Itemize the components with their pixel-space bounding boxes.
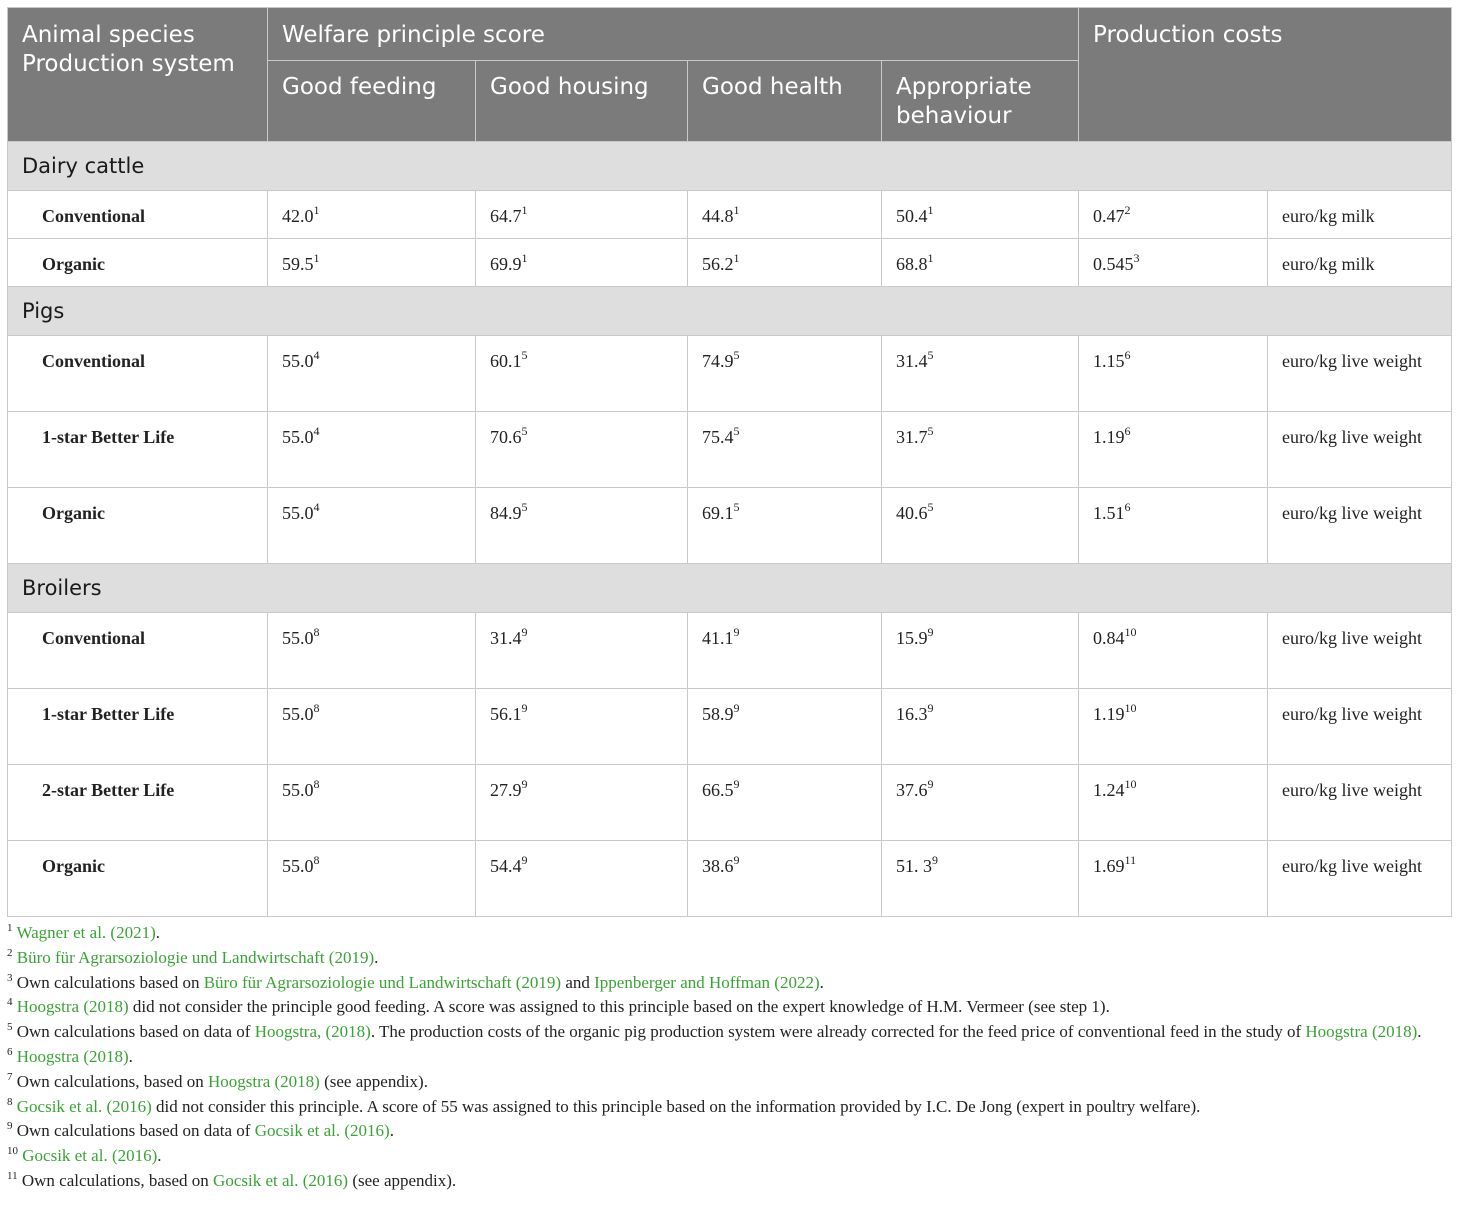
footnote-text: . — [374, 947, 379, 967]
footnote — [7, 1119, 1451, 1144]
footnote-number: 1 — [7, 922, 13, 934]
production-system: Conventional — [8, 613, 268, 689]
good-health-score-value: 56.2 — [702, 254, 734, 274]
group-row — [8, 142, 1452, 191]
good-housing-score-value: 69.9 — [490, 254, 522, 274]
footnote-text: Own calculations, based on — [21, 1170, 214, 1190]
footnote-ref[interactable]: 4 — [313, 348, 320, 362]
table-row — [8, 841, 1452, 917]
good-feeding-score-value: 55.0 — [282, 704, 314, 724]
production-cost — [1079, 412, 1268, 488]
good-feeding-score — [268, 336, 476, 412]
production-cost-value: 1.24 — [1093, 780, 1125, 800]
footnote-ref[interactable]: 9 — [521, 777, 528, 791]
appropriate-behaviour-score-value: 37.6 — [896, 780, 928, 800]
footnote — [7, 1070, 1451, 1095]
footnote-ref[interactable]: 9 — [932, 853, 938, 867]
footnote-ref[interactable]: 1 — [733, 251, 740, 265]
citation-link[interactable]: Hoogstra (2018) — [16, 1046, 129, 1066]
footnote-ref[interactable]: 3 — [1133, 251, 1140, 265]
good-housing-score-value: 64.7 — [490, 206, 522, 226]
footnote-ref[interactable]: 1 — [927, 251, 934, 265]
footnote-ref[interactable]: 9 — [521, 625, 528, 639]
cost-unit: euro/kg milk — [1268, 191, 1452, 239]
good-health-score-value: 58.9 — [702, 704, 734, 724]
appropriate-behaviour-score-value: 40.6 — [896, 503, 928, 523]
good-feeding-score-value: 55.0 — [282, 503, 314, 523]
citation-link[interactable]: Wagner et al. (2021) — [16, 923, 156, 942]
footnote-ref[interactable]: 5 — [733, 424, 740, 438]
production-system: Organic — [8, 488, 268, 564]
good-feeding-score — [268, 689, 476, 765]
good-feeding-score — [268, 613, 476, 689]
citation-link[interactable]: Gocsik et al. (2016) — [254, 1121, 390, 1141]
good-health-score-value: 44.8 — [702, 206, 734, 226]
footnote-number: 10 — [7, 1145, 18, 1158]
good-housing-score-value: 70.6 — [490, 427, 522, 447]
appropriate-behaviour-score — [882, 412, 1079, 488]
good-housing-score — [476, 613, 688, 689]
good-housing-score — [476, 689, 688, 765]
appropriate-behaviour-score-value: 31.7 — [896, 427, 928, 447]
appropriate-behaviour-score-value: 68.8 — [896, 254, 928, 274]
footnote-ref[interactable]: 1 — [313, 251, 320, 265]
header-welfare-score: Welfare principle score — [268, 8, 1079, 61]
footnote — [7, 1144, 1451, 1169]
good-housing-score-value: 84.9 — [490, 503, 522, 523]
cost-unit: euro/kg milk — [1268, 239, 1452, 287]
footnote-text: and — [561, 972, 595, 992]
footnote-ref[interactable]: 8 — [313, 625, 320, 639]
header-good-housing: Good housing — [476, 61, 688, 142]
citation-link[interactable]: Büro für Agrarsoziologie und Landwirtschaft (2019) — [16, 947, 375, 967]
footnote-ref[interactable]: 9 — [521, 701, 528, 715]
good-health-score — [688, 841, 882, 917]
footnote-ref[interactable]: 1 — [521, 203, 528, 217]
good-health-score — [688, 239, 882, 287]
appropriate-behaviour-score — [882, 841, 1079, 917]
footnote-ref[interactable]: 1 — [313, 203, 320, 217]
good-housing-score-value: 60.1 — [490, 351, 522, 371]
footnote-ref[interactable]: 5 — [927, 500, 934, 514]
good-health-score — [688, 765, 882, 841]
good-feeding-score-value: 55.0 — [282, 351, 314, 371]
footnote-ref[interactable]: 1 — [521, 251, 528, 265]
footnote-ref[interactable]: 5 — [521, 500, 528, 514]
cost-unit: euro/kg live weight — [1268, 336, 1452, 412]
footnote-ref[interactable]: 5 — [733, 500, 740, 514]
table-row — [8, 412, 1452, 488]
footnote-ref[interactable]: 8 — [313, 777, 320, 791]
production-cost — [1079, 239, 1268, 287]
footnote-ref[interactable]: 1 — [927, 203, 934, 217]
good-health-score — [688, 412, 882, 488]
footnote-ref[interactable]: 9 — [733, 701, 740, 715]
appropriate-behaviour-score-value: 16.3 — [896, 704, 928, 724]
good-housing-score — [476, 191, 688, 239]
header-appropriate-behaviour: Appropriate behaviour — [882, 61, 1079, 142]
good-housing-score — [476, 765, 688, 841]
footnote — [7, 946, 1451, 971]
footnote-ref[interactable]: 6 — [1124, 424, 1131, 438]
footnote — [7, 1045, 1451, 1070]
appropriate-behaviour-score-value: 51. 3 — [896, 856, 932, 876]
good-feeding-score — [268, 412, 476, 488]
footnote-ref[interactable]: 1 — [733, 203, 740, 217]
citation-link[interactable]: Hoogstra (2018) — [207, 1071, 320, 1091]
footnote-text: . — [157, 1146, 162, 1166]
footnote-ref[interactable]: 9 — [733, 853, 740, 867]
cost-unit: euro/kg live weight — [1268, 488, 1452, 564]
footnote-number: 6 — [7, 1045, 13, 1058]
footnote-ref[interactable]: 10 — [1124, 777, 1137, 791]
footnote-text: Own calculations based on data of — [16, 1022, 255, 1042]
good-health-score — [688, 488, 882, 564]
good-housing-score — [476, 336, 688, 412]
footnote-text: did not consider the principle good feeding. A score was assigned to this principle based on the expert knowledge of H.M. Vermeer (see step 1). — [128, 997, 1110, 1017]
footnote-text: . — [389, 1121, 394, 1141]
appropriate-behaviour-score — [882, 191, 1079, 239]
footnote-ref[interactable]: 6 — [1124, 348, 1131, 362]
footnote-ref[interactable]: 2 — [1124, 203, 1131, 217]
citation-link[interactable]: Hoogstra, (2018) — [254, 1022, 371, 1042]
footnote-number: 11 — [7, 1169, 18, 1182]
good-feeding-score-value: 59.5 — [282, 254, 314, 274]
good-feeding-score — [268, 841, 476, 917]
footnote — [7, 1169, 1451, 1194]
good-health-score-value: 38.6 — [702, 856, 734, 876]
good-health-score — [688, 613, 882, 689]
good-housing-score — [476, 412, 688, 488]
footnote-text: (see appendix). — [319, 1071, 428, 1091]
header-animal-species-label: Animal species — [22, 22, 195, 48]
good-feeding-score — [268, 765, 476, 841]
footnote-number: 2 — [7, 946, 13, 959]
table-row — [8, 191, 1452, 239]
footnote — [7, 995, 1451, 1020]
footnote-text: . — [128, 1046, 133, 1066]
footnote-text: . — [819, 972, 824, 992]
production-system: Organic — [8, 841, 268, 917]
footnote-text: . — [155, 923, 160, 942]
good-feeding-score-value: 55.0 — [282, 856, 314, 876]
footnote-ref[interactable]: 9 — [521, 853, 528, 867]
footnote-ref[interactable]: 5 — [733, 348, 740, 362]
production-cost — [1079, 689, 1268, 765]
production-cost-value: 1.15 — [1093, 351, 1125, 371]
production-cost — [1079, 613, 1268, 689]
citation-link[interactable]: Büro für Agrarsoziologie und Landwirtschaft (2019) — [203, 972, 562, 992]
appropriate-behaviour-score-value: 31.4 — [896, 351, 928, 371]
good-feeding-score-value: 55.0 — [282, 427, 314, 447]
cost-unit: euro/kg live weight — [1268, 689, 1452, 765]
production-cost-value: 0.84 — [1093, 628, 1125, 648]
production-cost — [1079, 841, 1268, 917]
footnote-ref[interactable]: 9 — [733, 777, 740, 791]
appropriate-behaviour-score-value: 50.4 — [896, 206, 928, 226]
footnote-ref[interactable]: 9 — [927, 701, 934, 715]
good-feeding-score — [268, 488, 476, 564]
footnote-number: 3 — [7, 971, 13, 984]
document — [7, 7, 1451, 1194]
good-housing-score — [476, 239, 688, 287]
footnote-ref[interactable]: 5 — [927, 424, 934, 438]
group-name: Broilers — [8, 564, 1452, 613]
production-cost-value: 1.19 — [1093, 704, 1125, 724]
production-cost — [1079, 765, 1268, 841]
production-cost — [1079, 488, 1268, 564]
table-row — [8, 336, 1452, 412]
footnote — [7, 971, 1451, 996]
citation-link[interactable]: Hoogstra (2018) — [16, 997, 129, 1017]
production-system: Conventional — [8, 336, 268, 412]
footnote-number: 5 — [7, 1021, 13, 1034]
header-production-costs: Production costs — [1079, 8, 1452, 142]
cost-unit: euro/kg live weight — [1268, 613, 1452, 689]
good-feeding-score-value: 55.0 — [282, 780, 314, 800]
appropriate-behaviour-score — [882, 336, 1079, 412]
good-feeding-score-value: 55.0 — [282, 628, 314, 648]
footnotes — [7, 921, 1451, 1194]
footnote-number: 7 — [7, 1070, 13, 1083]
header-good-feeding: Good feeding — [268, 61, 476, 142]
footnote-ref[interactable]: 4 — [313, 500, 320, 514]
appropriate-behaviour-score — [882, 613, 1079, 689]
welfare-cost-table — [7, 7, 1452, 917]
table-body — [8, 142, 1452, 917]
footnote — [7, 921, 1451, 946]
footnote-ref[interactable]: 4 — [313, 424, 320, 438]
production-cost-value: 0.545 — [1093, 254, 1134, 274]
footnote-text: did not consider this principle. A score of 55 was assigned to this principle based on the information provided by I.C. De Jong (expert in poultry welfare). — [151, 1096, 1201, 1116]
appropriate-behaviour-score — [882, 765, 1079, 841]
footnote-ref[interactable]: 8 — [313, 701, 320, 715]
group-row — [8, 564, 1452, 613]
good-housing-score-value: 27.9 — [490, 780, 522, 800]
good-health-score-value: 75.4 — [702, 427, 734, 447]
appropriate-behaviour-score — [882, 488, 1079, 564]
good-housing-score-value: 54.4 — [490, 856, 522, 876]
good-feeding-score — [268, 191, 476, 239]
footnote-ref[interactable]: 10 — [1124, 625, 1137, 639]
table-row — [8, 765, 1452, 841]
footnote-text: Own calculations based on — [16, 972, 204, 992]
citation-link[interactable]: Gocsik et al. (2016) — [22, 1146, 158, 1166]
good-health-score — [688, 689, 882, 765]
appropriate-behaviour-score-value: 15.9 — [896, 628, 928, 648]
footnote-text: (see appendix). — [348, 1170, 457, 1190]
production-cost-value: 1.69 — [1093, 856, 1125, 876]
citation-link[interactable]: Gocsik et al. (2016) — [213, 1170, 349, 1190]
table-header — [8, 8, 1452, 142]
production-cost — [1079, 336, 1268, 412]
good-health-score-value: 74.9 — [702, 351, 734, 371]
footnote-number: 8 — [7, 1095, 13, 1108]
header-good-health: Good health — [688, 61, 882, 142]
group-row — [8, 287, 1452, 336]
production-cost — [1079, 191, 1268, 239]
production-system: Conventional — [8, 191, 268, 239]
good-housing-score — [476, 488, 688, 564]
group-name: Dairy cattle — [8, 142, 1452, 191]
good-health-score-value: 69.1 — [702, 503, 734, 523]
footnote — [7, 1020, 1451, 1045]
good-health-score — [688, 191, 882, 239]
table-row — [8, 613, 1452, 689]
citation-link[interactable]: Gocsik et al. (2016) — [16, 1096, 152, 1116]
good-feeding-score — [268, 239, 476, 287]
footnote-ref[interactable]: 6 — [1124, 500, 1131, 514]
production-system: 1-star Better Life — [8, 689, 268, 765]
citation-link[interactable]: Ippenberger and Hoffman (2022) — [594, 972, 820, 992]
production-system: 2-star Better Life — [8, 765, 268, 841]
footnote-ref[interactable]: 9 — [927, 625, 934, 639]
footnote-number: 4 — [7, 996, 13, 1009]
footnote-ref[interactable]: 5 — [521, 424, 528, 438]
good-health-score-value: 66.5 — [702, 780, 734, 800]
production-system: Organic — [8, 239, 268, 287]
production-cost-value: 0.47 — [1093, 206, 1125, 226]
footnote-ref[interactable]: 9 — [927, 777, 934, 791]
good-health-score — [688, 336, 882, 412]
table-row — [8, 488, 1452, 564]
table-row — [8, 689, 1452, 765]
footnote — [7, 1095, 1451, 1120]
footnote-ref[interactable]: 11 — [1124, 853, 1137, 867]
footnote-ref[interactable]: 8 — [313, 853, 320, 867]
footnote-text: Own calculations based on data of — [16, 1121, 255, 1141]
header-production-system-label: Production system — [22, 51, 235, 77]
table-row — [8, 239, 1452, 287]
cost-unit: euro/kg live weight — [1268, 412, 1452, 488]
header-animal-species — [8, 8, 268, 142]
production-cost-value: 1.51 — [1093, 503, 1125, 523]
footnote-text: . — [1417, 1022, 1422, 1042]
good-health-score-value: 41.1 — [702, 628, 734, 648]
good-housing-score — [476, 841, 688, 917]
production-cost-value: 1.19 — [1093, 427, 1125, 447]
cost-unit: euro/kg live weight — [1268, 841, 1452, 917]
footnote-text: . The production costs of the organic pig production system were already corrected for the feed price of conventional feed in the study of — [370, 1022, 1306, 1042]
good-feeding-score-value: 42.0 — [282, 206, 314, 226]
footnote-ref[interactable]: 10 — [1124, 701, 1137, 715]
appropriate-behaviour-score — [882, 689, 1079, 765]
footnote-ref[interactable]: 5 — [521, 348, 528, 362]
group-name: Pigs — [8, 287, 1452, 336]
good-housing-score-value: 56.1 — [490, 704, 522, 724]
good-housing-score-value: 31.4 — [490, 628, 522, 648]
footnote-ref[interactable]: 9 — [733, 625, 740, 639]
footnote-ref[interactable]: 5 — [927, 348, 934, 362]
footnote-number: 9 — [7, 1120, 13, 1133]
cost-unit: euro/kg live weight — [1268, 765, 1452, 841]
footnote-text: Own calculations, based on — [16, 1071, 208, 1091]
citation-link[interactable]: Hoogstra (2018) — [1305, 1022, 1418, 1042]
production-system: 1-star Better Life — [8, 412, 268, 488]
appropriate-behaviour-score — [882, 239, 1079, 287]
